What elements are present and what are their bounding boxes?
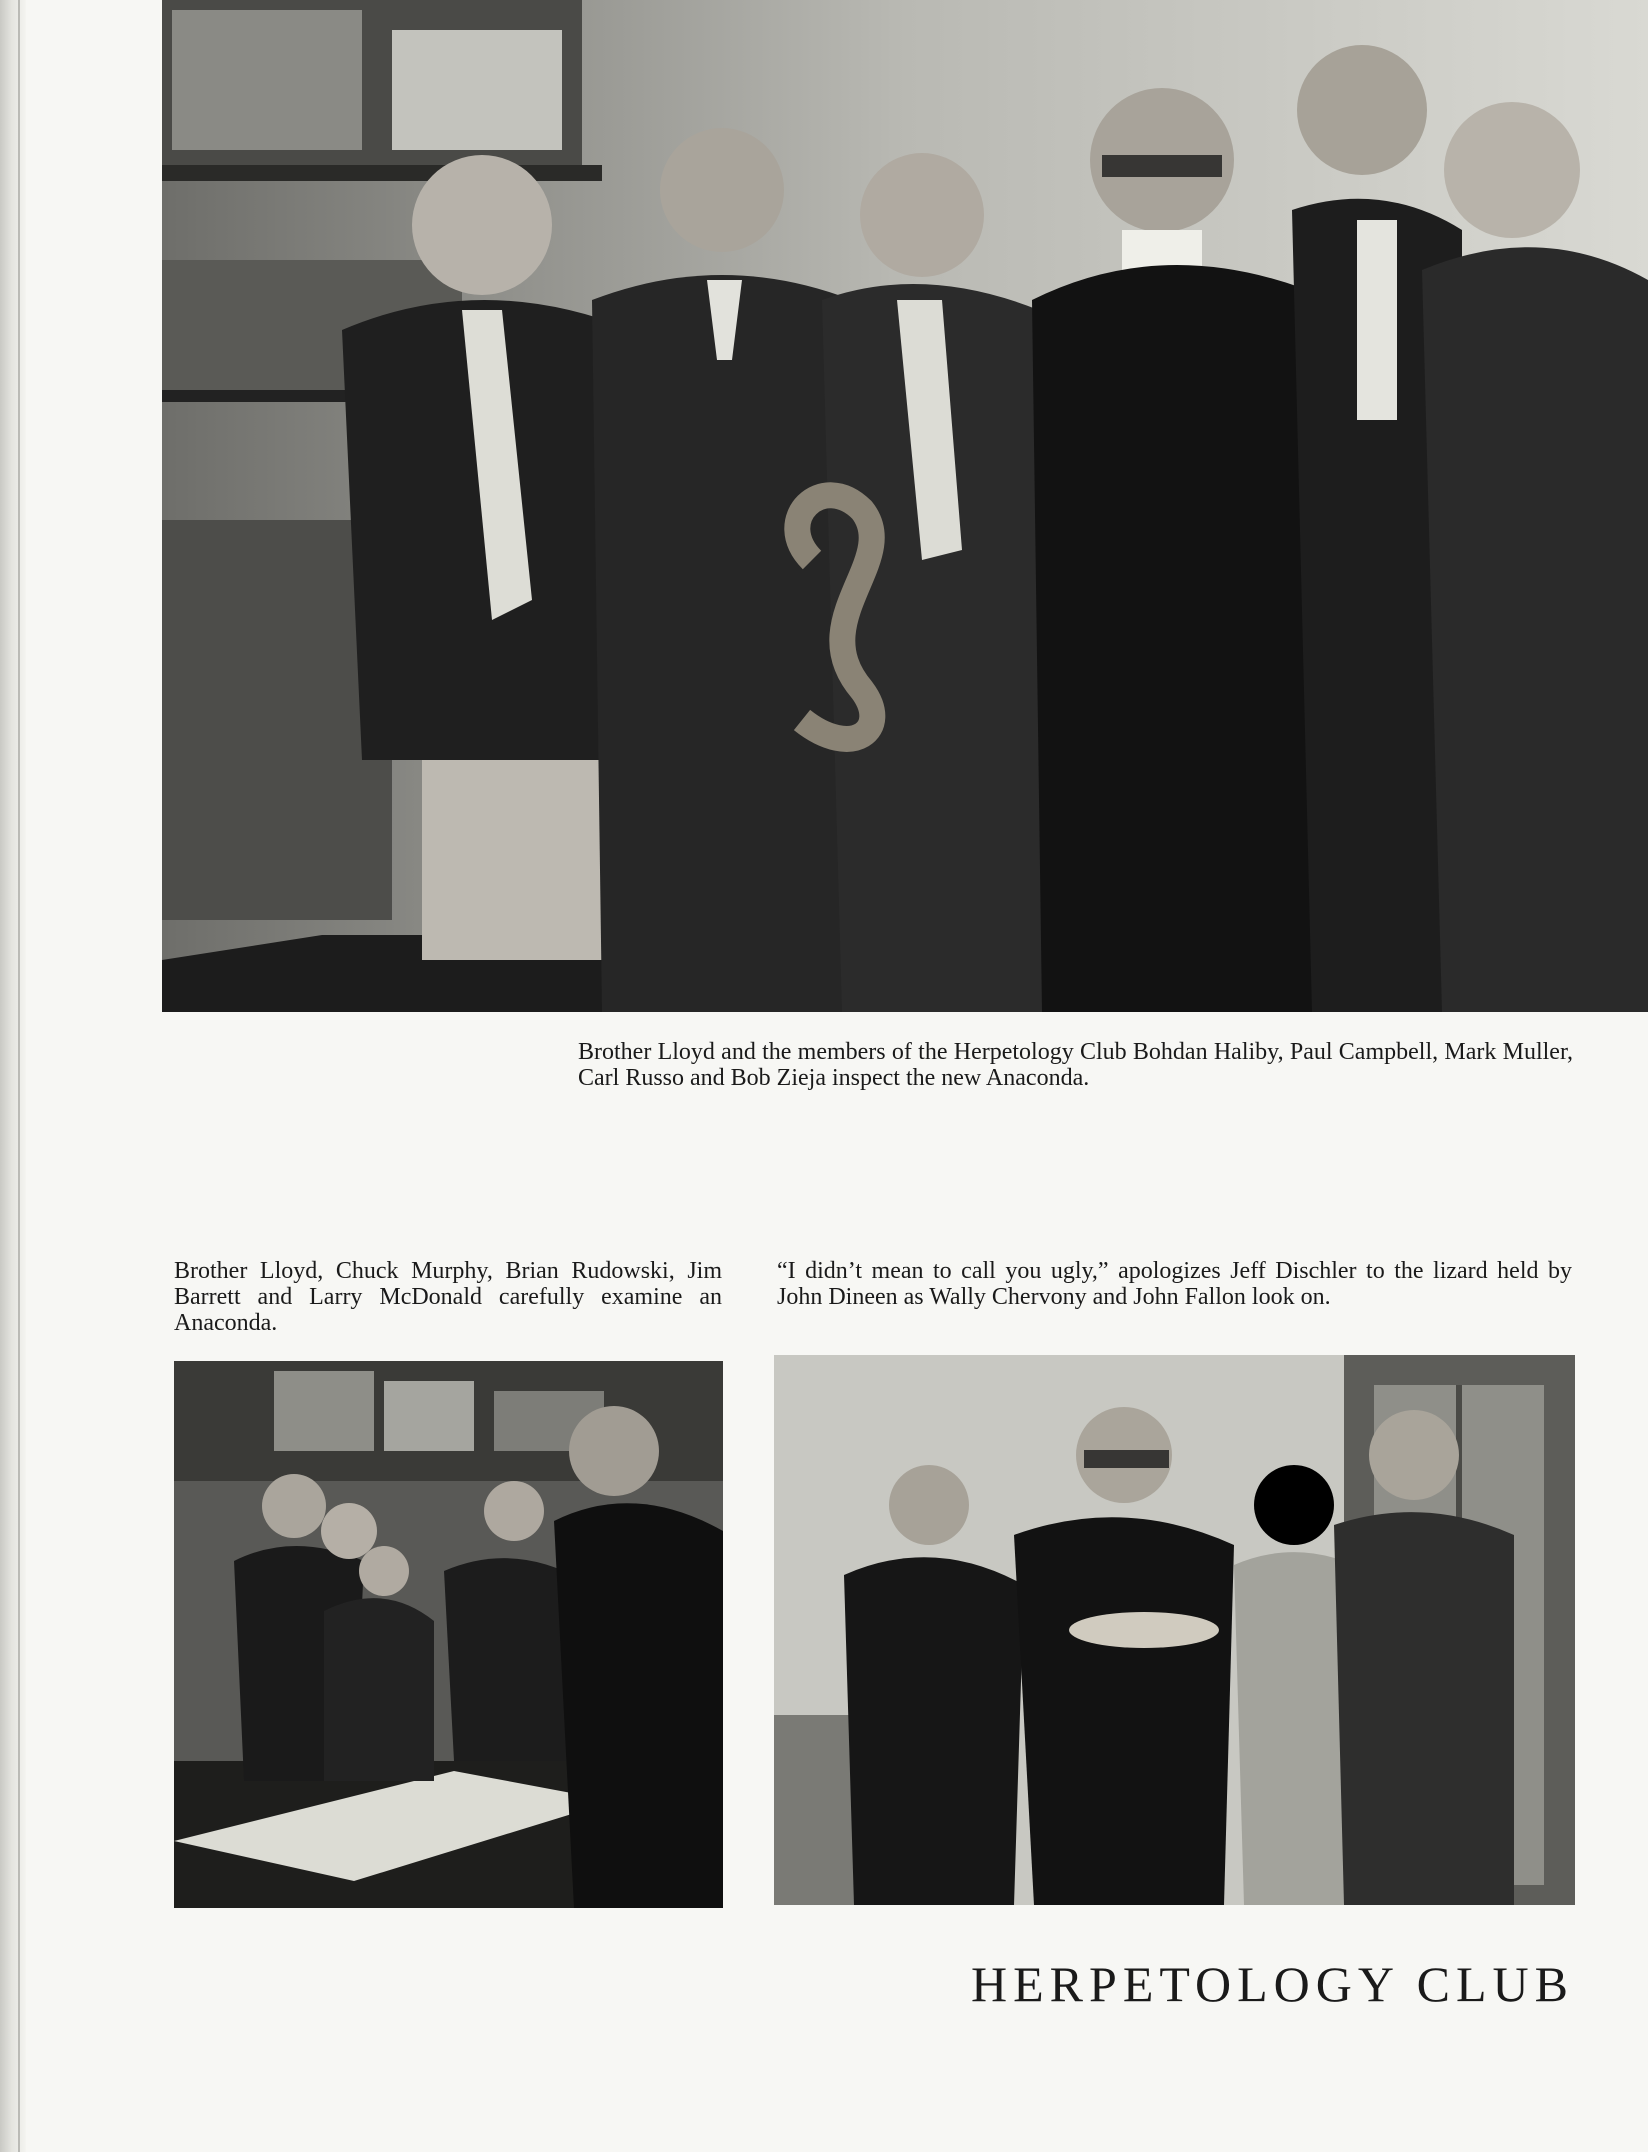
right-photo-image (774, 1355, 1575, 1905)
main-photo-image (162, 0, 1648, 1012)
binding-edge (0, 0, 26, 2152)
main-photo (162, 0, 1648, 1012)
binding-line (18, 0, 20, 2152)
left-photo (174, 1361, 723, 1908)
main-photo-caption: Brother Lloyd and the members of the Herpetology Club Bohdan Haliby, Paul Campbell, Mark Muller, Carl Russo and Bob Zieja inspect the new Anaconda. (578, 1039, 1573, 1091)
right-photo-caption: “I didn’t mean to call you ugly,” apologizes Jeff Dischler to the lizard held by John Dineen as Wally Chervony and John Fallon look on. (777, 1258, 1572, 1310)
left-photo-caption: Brother Lloyd, Chuck Murphy, Brian Rudowski, Jim Barrett and Larry McDonald carefully examine an Anaconda. (174, 1258, 722, 1336)
page-title: HERPETOLOGY CLUB (971, 1956, 1574, 2012)
left-photo-image (174, 1361, 723, 1908)
right-photo (774, 1355, 1575, 1905)
